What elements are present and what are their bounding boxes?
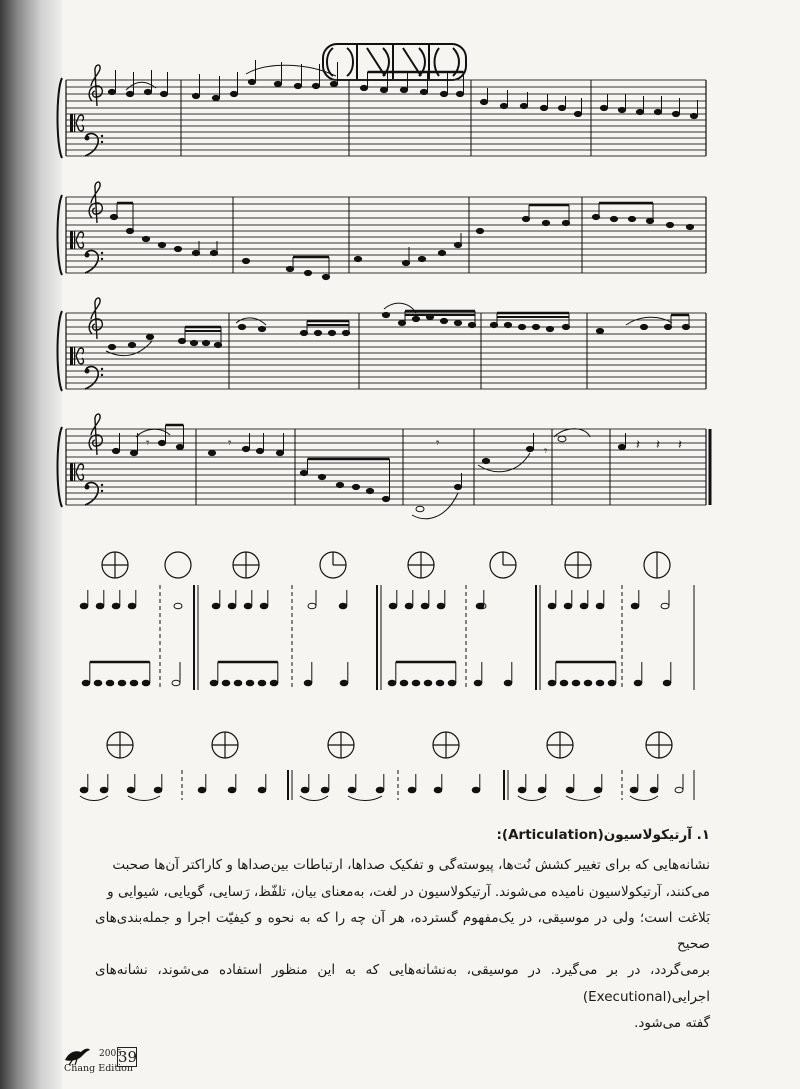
svg-text:𝄽: 𝄽	[636, 438, 640, 453]
section-heading: ۱. آرتیکولاسیون(Articulation):	[496, 827, 710, 843]
paragraph-line: می‌کنند، آرتیکولاسیون نامیده می‌شوند. آرتیکولاسیون در لغت، به‌معنای بیان، تلفّظ، رَسایی، گویایی، شیوایی و	[107, 883, 710, 900]
articulation-section	[95, 822, 710, 1036]
score-system-3	[58, 298, 707, 391]
svg-text:𝄾: 𝄾	[436, 436, 440, 451]
score-system-2	[58, 182, 707, 280]
svg-text:𝄽: 𝄽	[678, 438, 682, 453]
score-system-1	[58, 60, 707, 158]
svg-text:𝄾: 𝄾	[544, 444, 548, 459]
paragraph-line: بَلاغت است؛ ولی در موسیقی، در یک‌مفهوم گسترده، هر آن چه را که به نحوه و کیفیّت اجرا و جمله‌بندی‌های صحیح	[95, 909, 710, 953]
beat-diagram-row-1	[80, 552, 694, 690]
body-paragraph	[95, 852, 710, 1036]
paragraph-line: گفته می‌شود.	[634, 1015, 710, 1032]
heading-number: ۱.	[696, 827, 710, 843]
paragraph-line: نشانه‌هایی که برای تغییر کشش نُت‌ها، پیوسته‌گی و تفکیک صداها، ارتباطات بین‌صداها و کاراکتر آن‌ها صحبت	[112, 857, 710, 874]
paragraph-line: برمی‌گردد، در بر می‌گیرد. در موسیقی، به‌نشانه‌هایی که به این منظور استفاده می‌شوند، نشانه‌های اجرایی(Executional)	[95, 962, 710, 1005]
svg-text:𝄾: 𝄾	[228, 436, 232, 451]
beat-diagram-row-2	[80, 732, 694, 801]
heading-title-fa: آرتیکولاسیون	[603, 827, 692, 843]
publisher-name: Chang Edition	[64, 1063, 134, 1074]
heading-tail: ):	[496, 827, 509, 843]
score-system-4	[58, 414, 711, 519]
heading-title-latin: Articulation	[508, 827, 598, 843]
svg-text:𝄽: 𝄽	[656, 438, 660, 453]
svg-text:𝄾: 𝄾	[146, 436, 150, 451]
page-number: 39	[118, 1048, 138, 1066]
ornament-emblem	[323, 44, 466, 80]
publication-year: 2005	[99, 1049, 122, 1059]
